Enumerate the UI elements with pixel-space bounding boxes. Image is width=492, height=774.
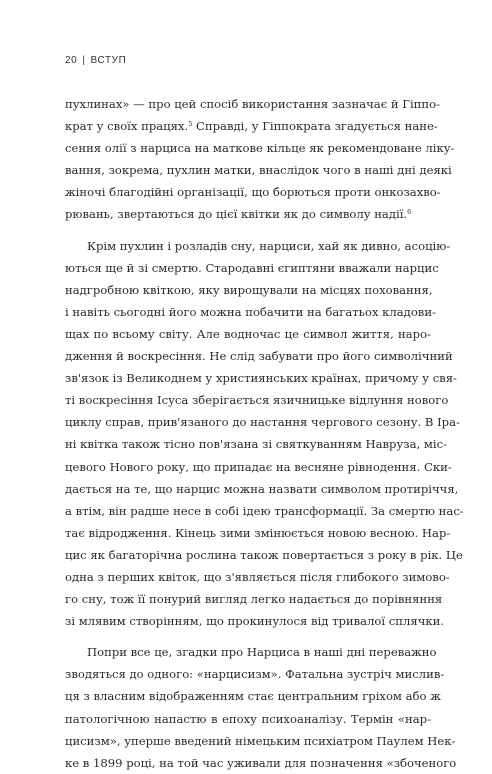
text-line: і навіть сьогодні його можна побачити на багатьох кладови- bbox=[65, 304, 436, 319]
text-line: жіночі благодійні організації, що борються проти онкозахво- bbox=[65, 185, 441, 200]
text-line: ке в 1899 році, на той час уживали для позначення «збоченого bbox=[65, 755, 457, 770]
text-line: тає відродження. Кінець зими змінюється новою весною. Нар- bbox=[65, 525, 451, 540]
text-line: надгробною квіткою, яку вирощували на місцях поховання, bbox=[65, 282, 433, 297]
text-line: а втім, він радше несе в собі ідею трансформації. За смертю нас- bbox=[65, 503, 464, 518]
body-text bbox=[65, 93, 464, 774]
running-header bbox=[65, 55, 126, 66]
text-line: ні квітка також тісно пов'язана зі святкуванням Навруза, міс- bbox=[65, 437, 448, 452]
paragraph-gap bbox=[65, 226, 431, 235]
text-line: го сну, тож її понурий вигляд легко надається до порівняння bbox=[65, 592, 443, 607]
text-line: одна з перших квіток, що з'являється після глибокого зимово- bbox=[65, 569, 450, 584]
paragraph bbox=[65, 93, 455, 226]
footnote-ref[interactable]: 5 bbox=[188, 120, 193, 129]
text-line: Попри все це, згадки про Нарциса в наші дні переважно bbox=[87, 645, 437, 660]
text-line: крат у своїх працях.$^5$ Справді, у Гіппократа згадується нане- bbox=[65, 119, 438, 134]
text-line: пухлинах» — про цей спосіб використання зазначає й Гіппо- bbox=[65, 97, 441, 111]
text-line: цис як багаторічна рослина також повертається з року в рік. Це bbox=[65, 547, 463, 562]
text-line: зводяться до одного: «нарцисизм». Фатальна зустріч мислив- bbox=[65, 667, 445, 682]
section-title: ВСТУП bbox=[90, 55, 127, 66]
text-line: сення олії з нарциса на маткове кільце як рекомендоване ліку- bbox=[65, 141, 455, 156]
footnote-ref[interactable]: 6 bbox=[407, 208, 412, 217]
paragraph bbox=[65, 641, 457, 774]
paragraph bbox=[65, 235, 464, 633]
text-line: дження й воскресіння. Не слід забувати про його символічний bbox=[65, 349, 453, 364]
text-line: ються ще й зі смертю. Стародавні єгиптяни вважали нарцис bbox=[65, 260, 439, 275]
page-number: 20 bbox=[65, 55, 78, 66]
header-separator: | bbox=[82, 55, 86, 66]
text-line: циклу справ, прив'язаного до настання чергового сезону. В Іра- bbox=[65, 415, 460, 430]
text-line: щах по всьому світу. Але водночас це символ життя, наро- bbox=[65, 326, 431, 341]
text-line: Крім пухлин і розладів сну, нарциси, хай як дивно, асоцію- bbox=[87, 238, 451, 253]
text-line: зі млявим створінням, що прокинулося від тривалої сплячки. bbox=[65, 614, 445, 629]
text-line: рювань, звертаються до цієї квітки як до символу надії.$^6$ bbox=[65, 207, 412, 222]
text-line: зв'язок із Великоднем у християнських країнах, причому у свя- bbox=[65, 371, 457, 386]
text-line: дається на те, що нарцис можна назвати символом протиріччя, bbox=[65, 481, 459, 496]
text-line: патологічною напастю в епоху психоаналізу. Термін «нар- bbox=[65, 711, 431, 726]
paragraph-gap bbox=[65, 632, 431, 641]
text-line: цевого Нового року, що припадає на весняне рівнодення. Ски- bbox=[65, 459, 452, 474]
text-line: ті воскресіння Ісуса зберігається язичницьке відлуння нового bbox=[65, 393, 449, 408]
text-line: вання, зокрема, пухлин матки, внаслідок чого в наші дні деякі bbox=[65, 163, 452, 178]
text-line: ця з власним відображенням стає центральним гріхом або ж bbox=[65, 689, 441, 704]
text-line: цисизм», уперше введений німецьким психіатром Паулем Нек- bbox=[65, 733, 456, 748]
